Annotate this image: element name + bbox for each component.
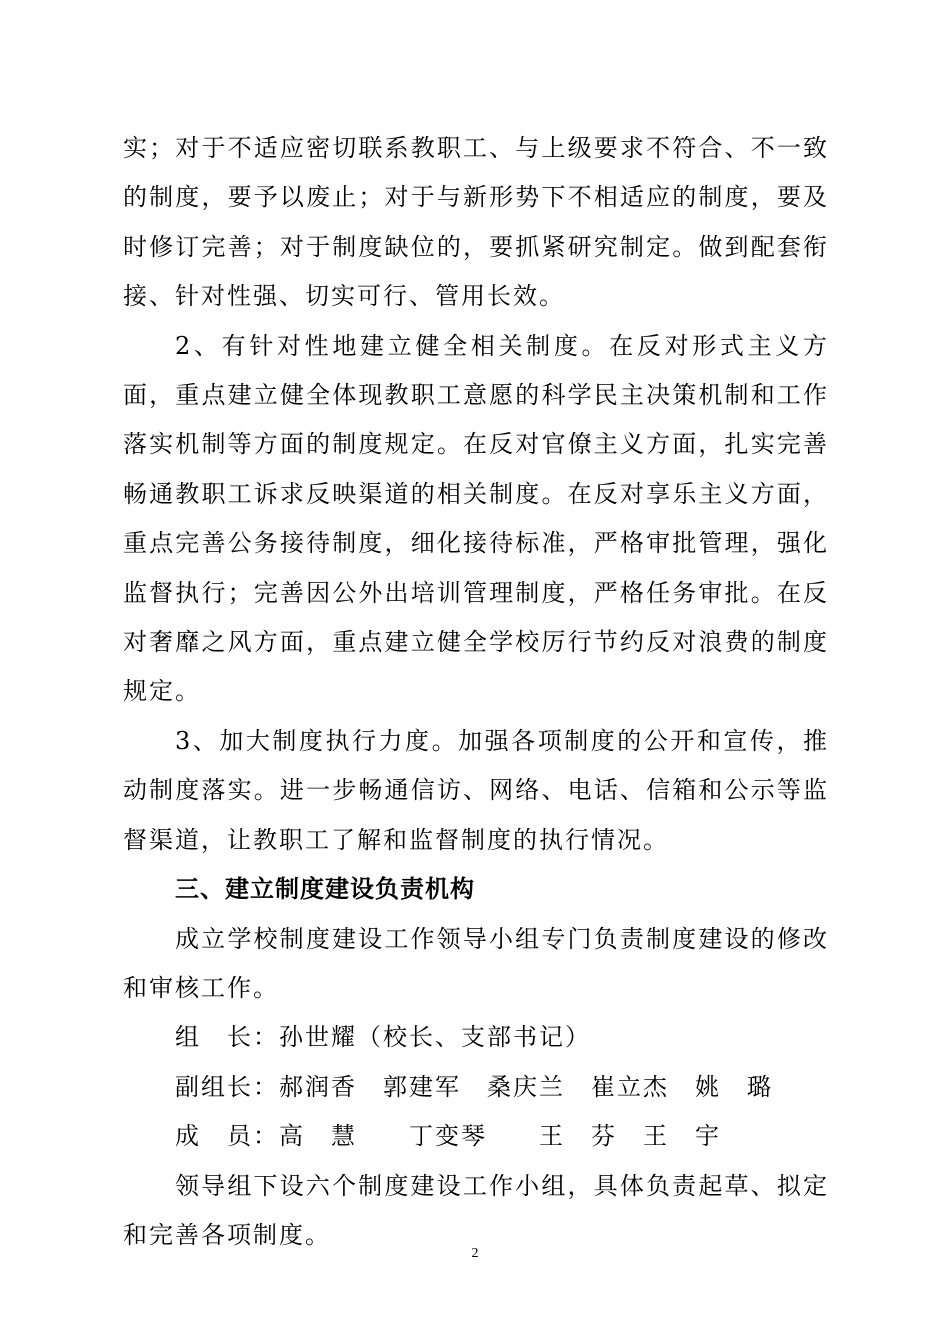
paragraph-item-2: 2、有针对性地建立健全相关制度。在反对形式主义方面，重点建立健全体现教职工意愿的科学民主决策机制和工作落实机制等方面的制度规定。在反对官僚主义方面，扎实完善畅通教职工诉求反映渠道的相关制度。在反对享乐主义方面，重点完善公务接待制度，细化接待标准，严格审批管理，强化监督执行；完善因公外出培训管理制度，严格任务审批。在反对奢靡之风方面，重点建立健全学校厉行节约反对浪费的制度规定。	[123, 331, 829, 706]
section-heading: 三、建立制度建设负责机构	[175, 875, 475, 904]
paragraph-item-3: 3、加大制度执行力度。加强各项制度的公开和宣传，推动制度落实。进一步畅通信访、网络、电话、信箱和公示等监督渠道，让教职工了解和监督制度的执行情况。	[123, 726, 829, 854]
paragraph-group-intro: 成立学校制度建设工作领导小组专门负责制度建设的修改和审核工作。	[123, 924, 829, 1002]
paragraph-continuation: 实；对于不适应密切联系教职工、与上级要求不符合、不一致的制度，要予以废止；对于与新形势下不相适应的制度，要及时修订完善；对于制度缺位的，要抓紧研究制定。做到配套衔接、针对性强、切实可行、管用长效。	[123, 134, 829, 311]
roster-members: 成 员：高 慧 丁变琴 王 芬 王 宇	[175, 1122, 721, 1151]
paragraph-subgroups: 领导组下设六个制度建设工作小组，具体负责起草、拟定和完善各项制度。	[123, 1171, 829, 1249]
page-number: 2	[471, 1246, 479, 1261]
roster-leader: 组 长：孙世耀（校长、支部书记）	[175, 1023, 591, 1052]
document-body	[123, 124, 829, 1260]
roster-deputy: 副组长：郝润香 郭建军 桑庆兰 崔立杰 姚 璐	[175, 1072, 773, 1101]
